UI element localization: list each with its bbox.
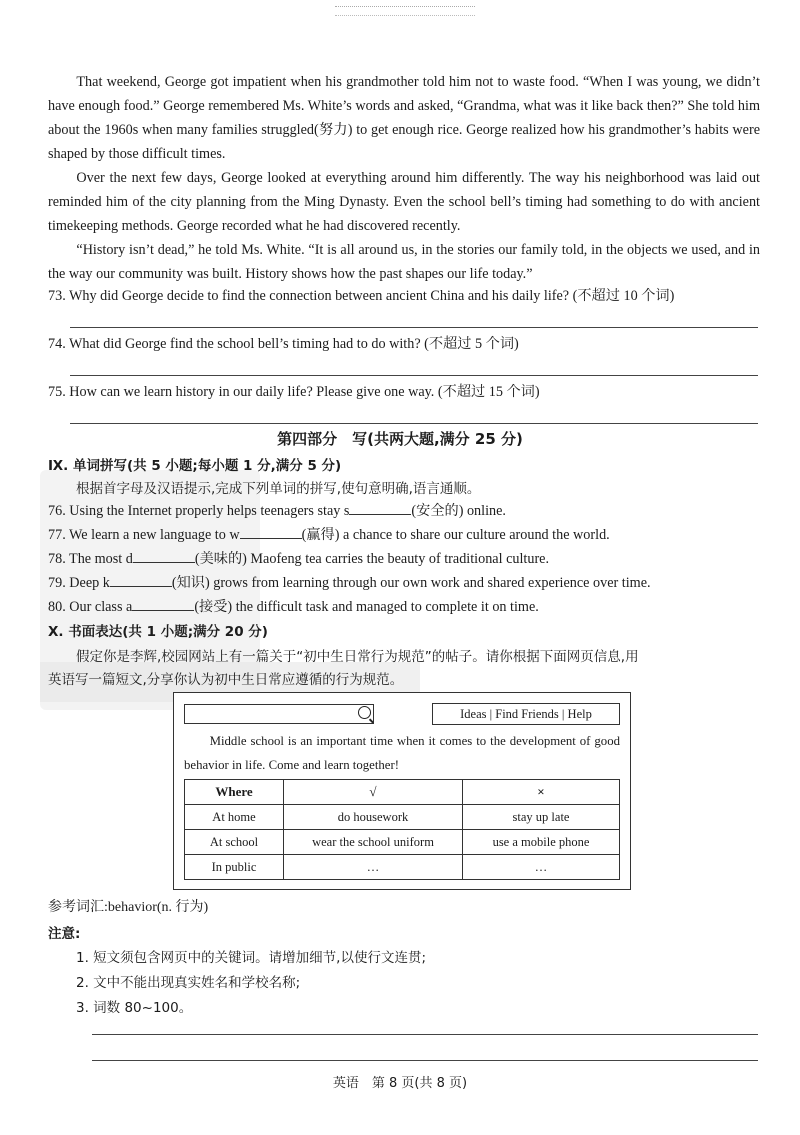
table-row [185, 830, 620, 855]
section-10-prompt-line1: 假定你是李辉,校园网站上有一篇关于“初中生日常行为规范”的帖子。请你根据下面网页信息,用 [76, 649, 639, 665]
answer-line-75[interactable] [70, 423, 758, 424]
table-row [185, 805, 620, 830]
header-dont: × [463, 780, 620, 805]
section-10-heading: Ⅹ. 书面表达(共 1 小题;满分 20 分) [48, 624, 268, 640]
page-footer: 英语 第 8 页(共 8 页) [332, 1076, 468, 1091]
question-73: 73. Why did George decide to find the connection between ancient China and his daily life? (不超过 10 个词) [48, 288, 675, 304]
item-text-after: (知识) grows from learning through our own work and shared experience over time. [171, 575, 651, 591]
answer-line-73[interactable] [70, 327, 758, 328]
table-cell: At school [185, 830, 284, 855]
spelling-item-78 [48, 548, 549, 568]
writing-line[interactable] [92, 1034, 758, 1035]
blank-field[interactable] [133, 548, 195, 563]
blank-field[interactable] [240, 524, 302, 539]
table-cell: … [284, 855, 463, 880]
reading-paragraph-1: That weekend, George got impatient when his grandmother told him not to waste food. “When I was young, we didn’t have enough food.” George remembered Ms. White’s words and asked, “Grandma, what was it like back then?” She told him about the 1960s when many families struggled(努力) to get enough rice. George realized how his grandmother’s habits were shaped by those difficult times. [48, 74, 760, 162]
note-item-1: 1. 短文须包含网页中的关键词。请增加细节,以使行文连贯; [76, 950, 427, 966]
writing-line[interactable] [92, 1060, 758, 1061]
nav-links[interactable]: Ideas | Find Friends | Help [432, 703, 620, 725]
item-text-after: (安全的) online. [411, 503, 506, 519]
header-where: Where [185, 780, 284, 805]
webpage-mockup [173, 692, 631, 890]
answer-line-74[interactable] [70, 375, 758, 376]
blank-field[interactable] [132, 596, 194, 611]
table-cell: stay up late [463, 805, 620, 830]
search-input[interactable] [184, 704, 374, 724]
item-text-before: 78. The most d [48, 551, 133, 567]
spelling-item-77 [48, 524, 610, 544]
section-9-instruction: 根据首字母及汉语提示,完成下列单词的拼写,使句意明确,语言通顺。 [76, 481, 481, 497]
search-icon[interactable] [358, 706, 371, 719]
item-text-after: (接受) the difficult task and managed to complete it on time. [194, 599, 539, 615]
table-cell: In public [185, 855, 284, 880]
table-header-row [185, 780, 620, 805]
spelling-item-76 [48, 500, 506, 520]
table-cell: do housework [284, 805, 463, 830]
item-text-before: 79. Deep k [48, 575, 110, 591]
question-75: 75. How can we learn history in our daily life? Please give one way. (不超过 15 个词) [48, 384, 540, 400]
question-74: 74. What did George find the school bell’s timing had to do with? (不超过 5 个词) [48, 336, 519, 352]
section-10-prompt-line2: 英语写一篇短文,分享你认为初中生日常应遵循的行为规范。 [48, 672, 404, 688]
webpage-intro: Middle school is an important time when it comes to the development of good behavior in life. Come and learn together! [184, 734, 620, 772]
table-cell: wear the school uniform [284, 830, 463, 855]
reading-paragraph-2: Over the next few days, George looked at everything around him differently. The way his neighborhood was laid out reminded him of the city planning from the Ming Dynasty. Even the school bell’s timing had something to do with ancient timekeeping methods. George recorded what he had discovered recently. [48, 170, 760, 234]
item-text-before: 77. We learn a new language to w [48, 527, 240, 543]
table-cell: … [463, 855, 620, 880]
spelling-item-80 [48, 596, 539, 616]
section-9-heading: Ⅸ. 单词拼写(共 5 小题;每小题 1 分,满分 5 分) [48, 458, 342, 474]
note-item-3: 3. 词数 80~100。 [76, 1000, 193, 1016]
table-cell: At home [185, 805, 284, 830]
note-item-2: 2. 文中不能出现真实姓名和学校名称; [76, 975, 301, 991]
table-cell: use a mobile phone [463, 830, 620, 855]
notes-heading: 注意: [48, 926, 81, 942]
item-text-before: 76. Using the Internet properly helps teenagers stay s [48, 503, 350, 519]
part4-title: 第四部分 写(共两大题,满分 25 分) [277, 430, 523, 448]
header-do: √ [284, 780, 463, 805]
item-text-after: (美味的) Maofeng tea carries the beauty of traditional culture. [194, 551, 550, 567]
reference-vocabulary: 参考词汇:behavior(n. 行为) [48, 900, 209, 915]
table-row [185, 855, 620, 880]
behavior-table [184, 779, 620, 880]
blank-field[interactable] [110, 572, 172, 587]
reading-paragraph-3: “History isn’t dead,” he told Ms. White. “It is all around us, in the stories our family told, in the objects we used, and in the way our community was built. History shows how the past shapes our life today.” [48, 242, 760, 282]
top-scan-mark [335, 6, 475, 16]
spelling-item-79 [48, 572, 651, 592]
item-text-after: (赢得) a chance to share our culture around the world. [301, 527, 610, 543]
item-text-before: 80. Our class a [48, 599, 133, 615]
blank-field[interactable] [349, 500, 411, 515]
